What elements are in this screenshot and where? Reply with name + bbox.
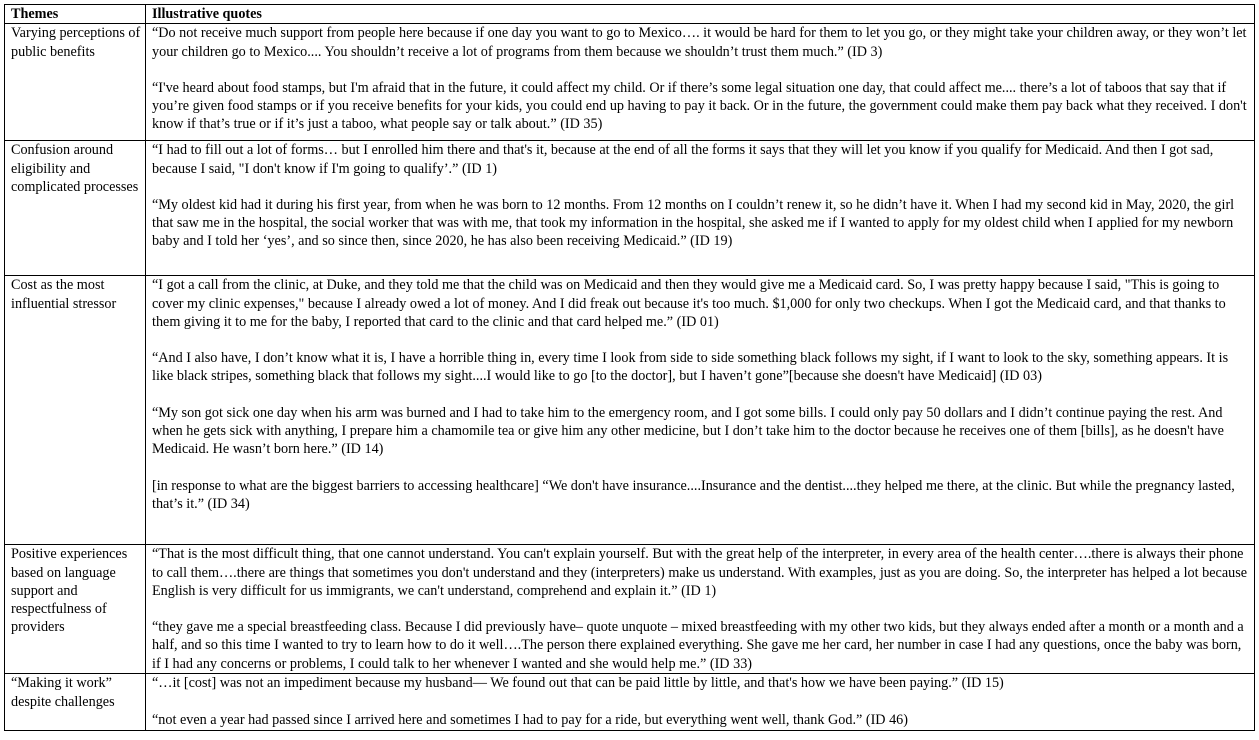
table-row	[5, 545, 1255, 674]
table-row	[5, 276, 1255, 545]
quote: “not even a year had passed since I arrived here and sometimes I had to pay for a ride, but everything went well, thank God.” (ID 46)	[152, 711, 909, 728]
table-row	[5, 674, 1255, 731]
quote: “I had to fill out a lot of forms… but I enrolled him there and that's it, because at the end of all the forms it says that they will let you know if you qualify for Medicaid. And then I got sad, because I said, "I don't know if I'm going to qualify’.” (ID 1)	[152, 142, 1214, 177]
table-row	[5, 141, 1255, 276]
quote: “I've heard about food stamps, but I'm afraid that in the future, it could affect my child. Or if there’s some legal situation one day, that could affect me.... there’s a lot of taboos that say that if you’re given food stamps or if you receive benefits for your kids, you could end up having to pay it back. Or in the future, the government could make them pay back what they received. I don't know if that’s true or if it’s just a taboo, what people say or talk about.” (ID 35)	[152, 79, 1247, 133]
quote: “…it [cost] was not an impediment because my husband— We found out that can be paid little by little, and that's how we have been paying.” (ID 15)	[152, 675, 1004, 692]
theme-cell: Positive experiences based on language support and respectfulness of providers	[5, 545, 146, 674]
quotes-column-header: Illustrative quotes	[146, 5, 1255, 24]
theme-cell: Varying perceptions of public benefits	[5, 24, 146, 141]
quote: “My oldest kid had it during his first year, from when he was born to 12 months. From 12 months on I couldn’t renew it, so he didn’t have it. When I had my second kid in May, 2020, the girl that saw me in the hospital, the social worker that was with me, that took my information in the hospital, she asked me if I wanted to apply for my oldest child when I applied for my newborn baby and I told her ‘yes’, and so since then, since 2020, he has also been receiving Medicaid.” (ID 19)	[152, 196, 1235, 250]
quote: “My son got sick one day when his arm was burned and I had to take him to the emergency room, and I got some bills. I could only pay 50 dollars and I didn’t continue paying the rest. And when he gets sick with anything, I prepare him a chamomile tea or give him any other medicine, but I don’t take him to the doctor because he receives one of them [bills], as he doesn't have Medicaid. He wasn’t born here.” (ID 14)	[152, 404, 1224, 458]
quote: “And I also have, I don’t know what it is, I have a horrible thing in, every time I look from side to side something black follows my sight, if I want to look to the sky, something appears. It is like black stripes, something black that follows my sight....I would like to go [to the doctor], but I haven’t gone”[because she doesn't have Medicaid] (ID 03)	[152, 350, 1229, 385]
quotes-cell	[146, 141, 1255, 276]
quotes-cell	[146, 276, 1255, 545]
quote: “That is the most difficult thing, that one cannot understand. You can't explain yourself. But with the great help of the interpreter, in every area of the health center….there is always their phone to call them….there are things that sometimes you don't understand and they (interpreters) make us understand. With examples, just as you are doing. So, the interpreter has helped a lot because English is very difficult for us immigrants, we can't understand, comprehend and explain it.” (ID 1)	[152, 546, 1248, 599]
quotes-cell	[146, 545, 1255, 674]
quotes-cell	[146, 674, 1255, 731]
theme-cell: Confusion around eligibility and complicated processes	[5, 141, 146, 276]
quote: [in response to what are the biggest barriers to accessing healthcare] “We don't have insurance....Insurance and the dentist....they helped me there, at the clinic. But while the pregnancy lasted, that’s it.” (ID 34)	[152, 477, 1235, 512]
quote: “they gave me a special breastfeeding class. Because I did previously have– quote unquote – mixed breastfeeding with my other two kids, but they always ended after a month or a month and a half, and so this time I wanted to try to learn how to do it well….The person there explained everything. She gave me her card, her number in case I had any questions, once the baby was born, if I had any concerns or problems, I could talk to her whenever I wanted and she would help me.” (ID 33)	[152, 619, 1244, 672]
quotes-cell	[146, 24, 1255, 141]
theme-cell: “Making it work” despite challenges	[5, 674, 146, 731]
themes-column-header: Themes	[5, 5, 146, 24]
themes-table	[4, 4, 1255, 731]
table-row	[5, 24, 1255, 141]
header-row	[5, 5, 1255, 24]
quote: “I got a call from the clinic, at Duke, and they told me that the child was on Medicaid and then they would give me a Medicaid card. So, I was pretty happy because I said, "This is going to cover my clinic expenses," because I already owed a lot of money. And I did freak out because it's too much. $1,000 for only two checkups. When I got the Medicaid card, and that thanks to them giving it to me for the baby, I reported that card to the clinic and that card helped me.” (ID 01)	[152, 277, 1226, 330]
quote: “Do not receive much support from people here because if one day you want to go to Mexico…. it would be hard for them to let you go, or they might take your children away, or they won’t let your children go to Mexico.... You shouldn’t receive a lot of programs from them because we shouldn’t trust them much.” (ID 3)	[152, 25, 1247, 60]
theme-cell: Cost as the most influential stressor	[5, 276, 146, 545]
